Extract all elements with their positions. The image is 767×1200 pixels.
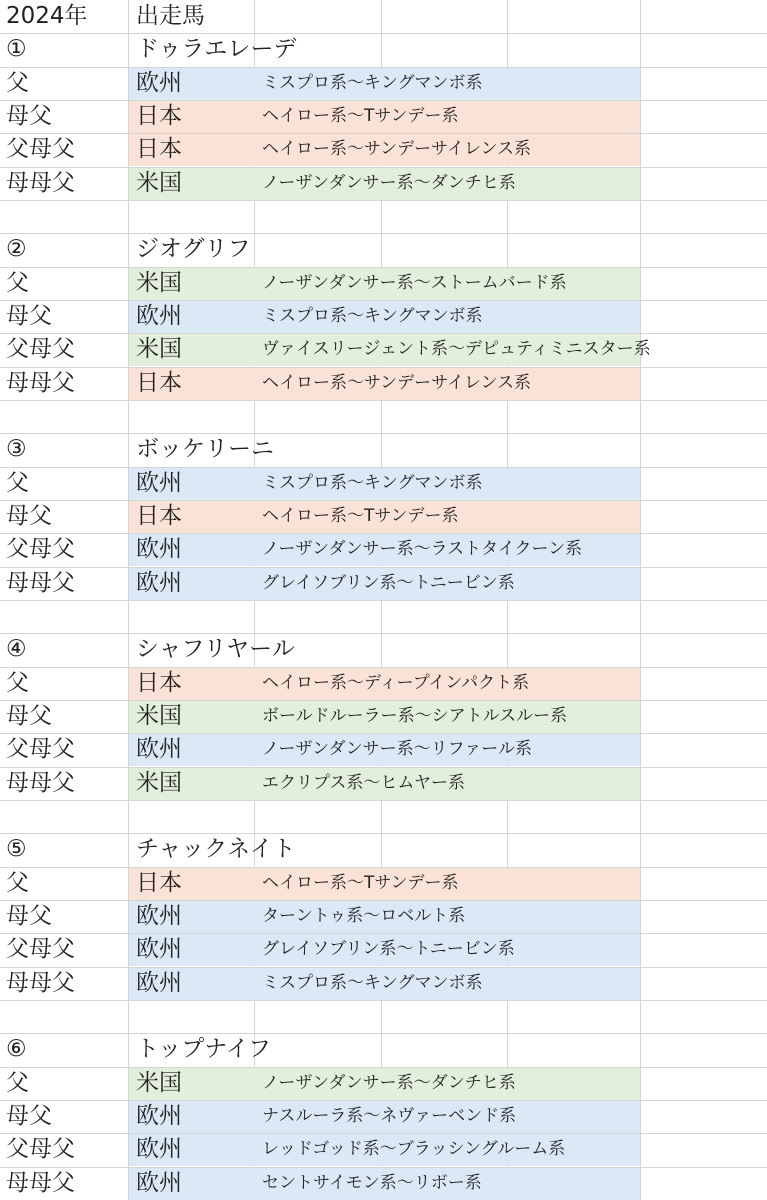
pedigree-line: ボールドルーラー系〜シアトルスルー系 xyxy=(262,705,568,726)
horse-number: ③ xyxy=(6,436,27,463)
pedigree-region: 欧州 xyxy=(136,569,182,596)
pedigree-row xyxy=(0,333,767,366)
pedigree-role: 父 xyxy=(6,869,29,896)
horse-title-row xyxy=(0,433,767,466)
pedigree-line: ミスプロ系〜キングマンボ系 xyxy=(262,305,483,326)
pedigree-region: 欧州 xyxy=(136,1102,182,1129)
pedigree-row xyxy=(0,67,767,100)
pedigree-row xyxy=(0,533,767,566)
grid-row-line xyxy=(0,800,767,801)
pedigree-line: レッドゴッド系〜ブラッシングルーム系 xyxy=(262,1139,566,1160)
horse-number: ④ xyxy=(6,636,27,663)
pedigree-line: ターントゥ系〜ロベルト系 xyxy=(262,905,466,926)
pedigree-row xyxy=(0,167,767,200)
pedigree-row xyxy=(0,367,767,400)
pedigree-region: 米国 xyxy=(136,169,182,196)
pedigree-role: 父母父 xyxy=(6,136,75,163)
pedigree-role: 父母父 xyxy=(6,736,75,763)
pedigree-line: ヘイロー系〜Tサンデー系 xyxy=(262,105,459,126)
horse-title-row xyxy=(0,833,767,866)
pedigree-role: 母父 xyxy=(6,902,52,929)
pedigree-row xyxy=(0,967,767,1000)
pedigree-role: 母父 xyxy=(6,1102,52,1129)
pedigree-line: ノーザンダンサー系〜ダンチヒ系 xyxy=(262,1072,516,1093)
pedigree-row xyxy=(0,1100,767,1133)
pedigree-region: 日本 xyxy=(136,669,182,696)
pedigree-region: 欧州 xyxy=(136,936,182,963)
pedigree-row xyxy=(0,500,767,533)
pedigree-row xyxy=(0,100,767,133)
pedigree-row xyxy=(0,567,767,600)
grid-row-line xyxy=(0,1000,767,1001)
pedigree-role: 父 xyxy=(6,469,29,496)
pedigree-role: 母母父 xyxy=(6,1169,75,1196)
pedigree-role: 父 xyxy=(6,669,29,696)
pedigree-region: 欧州 xyxy=(136,736,182,763)
pedigree-region: 日本 xyxy=(136,369,182,396)
pedigree-role: 父 xyxy=(6,1069,29,1096)
pedigree-role: 母母父 xyxy=(6,569,75,596)
pedigree-role: 母母父 xyxy=(6,169,75,196)
horse-name: ボッケリーニ xyxy=(136,436,274,463)
pedigree-row xyxy=(0,1133,767,1166)
pedigree-role: 父母父 xyxy=(6,336,75,363)
horse-title-row xyxy=(0,1033,767,1066)
pedigree-line: ヘイロー系〜サンデーサイレンス系 xyxy=(262,372,532,393)
grid-row-line xyxy=(0,600,767,601)
pedigree-region: 日本 xyxy=(136,502,182,529)
pedigree-row xyxy=(0,1167,767,1200)
pedigree-line: ミスプロ系〜キングマンボ系 xyxy=(262,972,483,993)
pedigree-region: 米国 xyxy=(136,1069,182,1096)
horse-name: シャフリヤール xyxy=(136,636,295,663)
pedigree-line: ヘイロー系〜Tサンデー系 xyxy=(262,872,459,893)
year-label: 2024年 xyxy=(6,3,88,29)
pedigree-row xyxy=(0,867,767,900)
horse-title-row xyxy=(0,33,767,66)
pedigree-region: 欧州 xyxy=(136,469,182,496)
horse-title-row xyxy=(0,633,767,666)
pedigree-region: 欧州 xyxy=(136,69,182,96)
pedigree-region: 欧州 xyxy=(136,536,182,563)
pedigree-row xyxy=(0,900,767,933)
pedigree-row xyxy=(0,933,767,966)
horse-name: ジオグリフ xyxy=(136,236,251,263)
pedigree-line: ノーザンダンサー系〜ラストタイクーン系 xyxy=(262,539,583,560)
pedigree-role: 母母父 xyxy=(6,769,75,796)
horse-number: ⑥ xyxy=(6,1036,27,1063)
pedigree-row xyxy=(0,467,767,500)
horse-name: チャックネイト xyxy=(136,836,296,863)
pedigree-region: 米国 xyxy=(136,269,182,296)
pedigree-region: 欧州 xyxy=(136,902,182,929)
pedigree-row xyxy=(0,700,767,733)
pedigree-role: 母父 xyxy=(6,102,52,129)
pedigree-region: 日本 xyxy=(136,869,182,896)
entrants-label: 出走馬 xyxy=(136,3,205,29)
pedigree-region: 日本 xyxy=(136,136,182,163)
horse-name: ドゥラエレーデ xyxy=(136,36,297,63)
pedigree-role: 母父 xyxy=(6,502,52,529)
pedigree-line: ノーザンダンサー系〜ダンチヒ系 xyxy=(262,172,516,193)
grid-row-line xyxy=(0,200,767,201)
pedigree-line: グレイソブリン系〜トニービン系 xyxy=(262,939,515,960)
pedigree-row xyxy=(0,667,767,700)
pedigree-line: セントサイモン系〜リボー系 xyxy=(262,1172,482,1193)
pedigree-row xyxy=(0,267,767,300)
pedigree-line: ミスプロ系〜キングマンボ系 xyxy=(262,472,483,493)
pedigree-region: 米国 xyxy=(136,769,182,796)
pedigree-region: 欧州 xyxy=(136,969,182,996)
pedigree-line: ノーザンダンサー系〜リファール系 xyxy=(262,739,532,760)
pedigree-line: ミスプロ系〜キングマンボ系 xyxy=(262,72,483,93)
pedigree-region: 米国 xyxy=(136,336,182,363)
pedigree-line: エクリプス系〜ヒムヤー系 xyxy=(262,772,465,793)
pedigree-role: 父母父 xyxy=(6,1136,75,1163)
pedigree-row xyxy=(0,1067,767,1100)
pedigree-role: 母父 xyxy=(6,302,52,329)
pedigree-row xyxy=(0,767,767,800)
pedigree-line: グレイソブリン系〜トニービン系 xyxy=(262,572,515,593)
pedigree-role: 父 xyxy=(6,269,29,296)
pedigree-line: ヘイロー系〜Tサンデー系 xyxy=(262,505,459,526)
pedigree-role: 父母父 xyxy=(6,936,75,963)
pedigree-role: 母母父 xyxy=(6,369,75,396)
horse-number: ① xyxy=(6,36,27,63)
pedigree-line: ナスルーラ系〜ネヴァーベンド系 xyxy=(262,1105,517,1126)
horse-name: トップナイフ xyxy=(136,1036,272,1063)
horse-number: ② xyxy=(6,236,27,263)
pedigree-line: ヘイロー系〜ディープインパクト系 xyxy=(262,672,530,693)
pedigree-region: 欧州 xyxy=(136,302,182,329)
pedigree-region: 欧州 xyxy=(136,1136,182,1163)
pedigree-region: 日本 xyxy=(136,102,182,129)
horse-number: ⑤ xyxy=(6,836,27,863)
grid-row-line xyxy=(0,400,767,401)
pedigree-region: 米国 xyxy=(136,702,182,729)
pedigree-row xyxy=(0,733,767,766)
pedigree-line: ヴァイスリージェント系〜デピュティミニスター系 xyxy=(262,339,651,360)
pedigree-line: ノーザンダンサー系〜ストームバード系 xyxy=(262,272,567,293)
pedigree-line: ヘイロー系〜サンデーサイレンス系 xyxy=(262,139,532,160)
pedigree-role: 父母父 xyxy=(6,536,75,563)
pedigree-role: 母父 xyxy=(6,702,52,729)
horse-title-row xyxy=(0,233,767,266)
pedigree-row xyxy=(0,133,767,166)
pedigree-region: 欧州 xyxy=(136,1169,182,1196)
pedigree-role: 父 xyxy=(6,69,29,96)
header-row xyxy=(0,0,767,33)
pedigree-role: 母母父 xyxy=(6,969,75,996)
pedigree-row xyxy=(0,300,767,333)
